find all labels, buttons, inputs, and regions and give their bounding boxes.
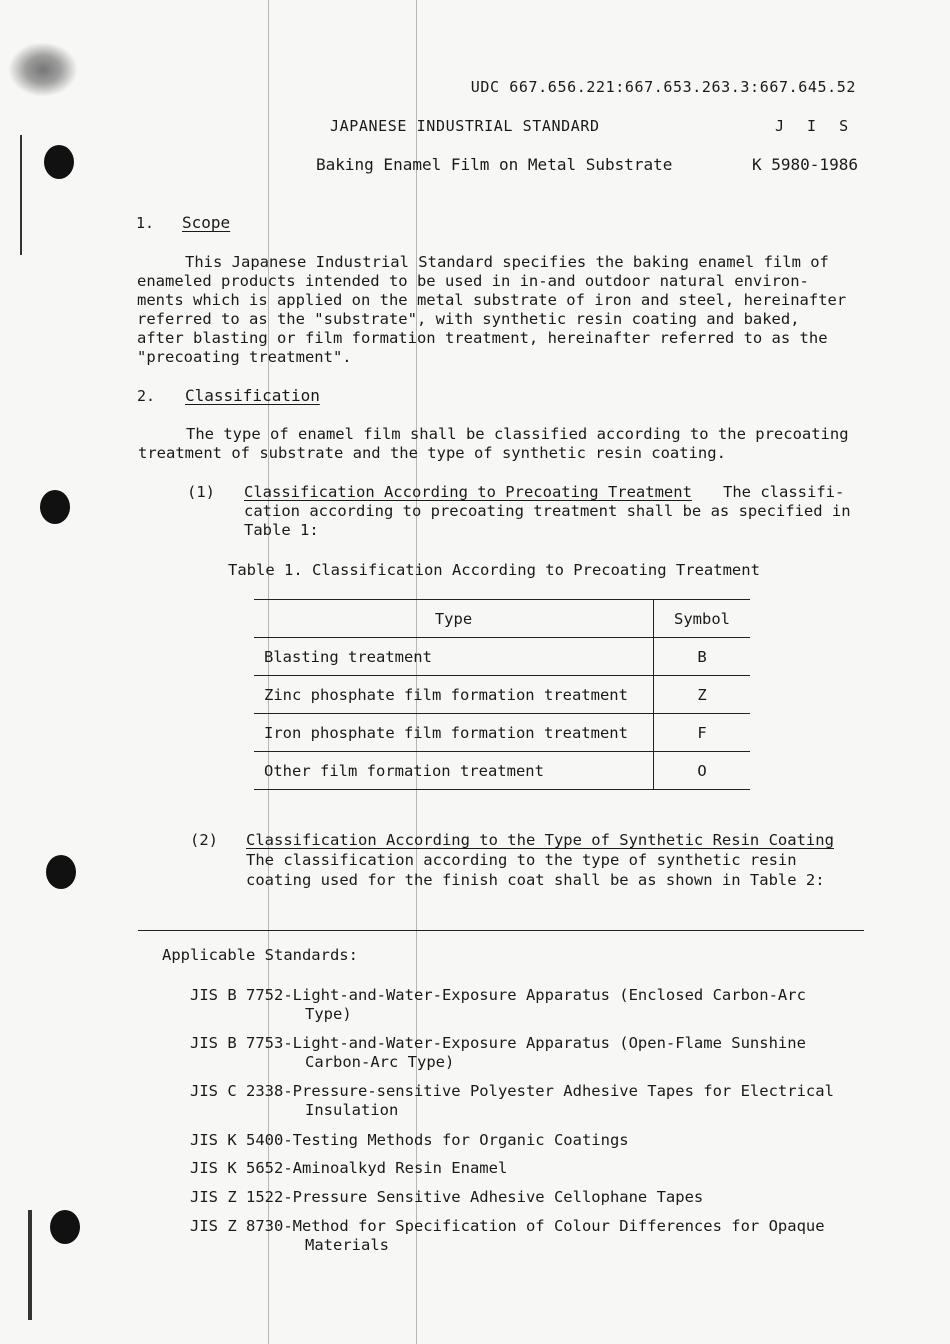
document-title: Baking Enamel Film on Metal Substrate bbox=[316, 155, 673, 174]
udc-code: UDC 667.656.221:667.653.263.3:667.645.52 bbox=[470, 78, 856, 96]
classification-line-2: treatment of substrate and the type of synthetic resin coating. bbox=[138, 444, 726, 462]
section-1-title: Scope bbox=[182, 213, 231, 232]
table-cell-symbol: F bbox=[654, 714, 751, 752]
standard-code: JIS K 5400 bbox=[190, 1131, 284, 1149]
column-header-symbol: Symbol bbox=[654, 600, 751, 638]
table-cell-type: Iron phosphate film formation treatment bbox=[254, 714, 654, 752]
table-row bbox=[254, 638, 750, 676]
standard-item bbox=[190, 1034, 806, 1052]
item-1-label: (1) bbox=[187, 483, 215, 501]
document-number: K 5980-1986 bbox=[752, 155, 858, 174]
column-header-type: Type bbox=[254, 600, 654, 638]
standard-name: JAPANESE INDUSTRIAL STANDARD bbox=[330, 117, 600, 135]
table-row bbox=[254, 752, 750, 790]
section-2-number: 2. bbox=[137, 387, 156, 405]
scope-line-5: after blasting or film formation treatment, hereinafter referred to as the bbox=[137, 329, 828, 347]
item-2-title: Classification According to the Type of Synthetic Resin Coating bbox=[246, 831, 834, 849]
scan-edge-mark bbox=[28, 1210, 32, 1320]
binder-hole bbox=[44, 145, 74, 179]
scope-line-1: This Japanese Industrial Standard specifies the baking enamel film of bbox=[185, 253, 829, 271]
item-2-line-2: The classification according to the type of synthetic resin bbox=[246, 851, 797, 869]
standard-title-continuation: Insulation bbox=[305, 1101, 399, 1119]
standard-title-continuation: Materials bbox=[305, 1236, 389, 1254]
binder-hole bbox=[40, 490, 70, 524]
standard-code: JIS B 7752 bbox=[190, 986, 284, 1004]
standard-item bbox=[190, 1082, 834, 1100]
standard-title: -Method for Specification of Colour Differences for Opaque bbox=[283, 1217, 825, 1235]
table-cell-symbol: B bbox=[654, 638, 751, 676]
scope-line-3: ments which is applied on the metal substrate of iron and steel, hereinafter bbox=[137, 291, 847, 309]
binder-hole bbox=[46, 855, 76, 889]
standard-title-continuation: Type) bbox=[305, 1005, 352, 1023]
table-cell-symbol: O bbox=[654, 752, 751, 790]
table-1-caption: Table 1. Classification According to Precoating Treatment bbox=[228, 561, 760, 579]
standard-item bbox=[190, 986, 806, 1004]
table-cell-type: Other film formation treatment bbox=[254, 752, 654, 790]
standard-code: JIS C 2338 bbox=[190, 1082, 284, 1100]
table-row bbox=[254, 714, 750, 752]
table-cell-type: Zinc phosphate film formation treatment bbox=[254, 676, 654, 714]
table-1 bbox=[254, 599, 750, 790]
standard-item bbox=[190, 1131, 629, 1149]
standard-title: -Pressure Sensitive Adhesive Cellophane Tapes bbox=[283, 1188, 704, 1206]
section-1-number: 1. bbox=[136, 214, 155, 232]
scan-smudge bbox=[8, 42, 78, 97]
standard-title: -Light-and-Water-Exposure Apparatus (Open-Flame Sunshine bbox=[283, 1034, 806, 1052]
item-1-title: Classification According to Precoating Treatment bbox=[244, 483, 692, 501]
standard-title: -Testing Methods for Organic Coatings bbox=[283, 1131, 629, 1149]
item-1-line1-rest: The classifi- bbox=[723, 483, 845, 501]
standard-item bbox=[190, 1188, 703, 1206]
table-header-row bbox=[254, 600, 750, 638]
scope-line-2: enameled products intended to be used in in-and outdoor natural environ- bbox=[137, 272, 809, 290]
table-cell-symbol: Z bbox=[654, 676, 751, 714]
item-1-line-3: Table 1: bbox=[244, 521, 319, 539]
standard-title: -Pressure-sensitive Polyester Adhesive Tapes for Electrical bbox=[283, 1082, 834, 1100]
standard-title: -Aminoalkyd Resin Enamel bbox=[283, 1159, 508, 1177]
section-2-title: Classification bbox=[185, 386, 320, 405]
table-cell-type: Blasting treatment bbox=[254, 638, 654, 676]
applicable-standards-heading: Applicable Standards: bbox=[162, 946, 358, 964]
scan-edge-mark bbox=[20, 135, 22, 255]
standard-title-continuation: Carbon-Arc Type) bbox=[305, 1053, 455, 1071]
standard-code: JIS Z 1522 bbox=[190, 1188, 284, 1206]
standard-code: JIS K 5652 bbox=[190, 1159, 284, 1177]
item-2-label: (2) bbox=[190, 831, 218, 849]
standard-code: JIS Z 8730 bbox=[190, 1217, 284, 1235]
standard-item bbox=[190, 1159, 507, 1177]
item-2-line-3: coating used for the finish coat shall be as shown in Table 2: bbox=[246, 871, 825, 889]
section-divider bbox=[138, 930, 864, 931]
standard-title: -Light-and-Water-Exposure Apparatus (Enclosed Carbon-Arc bbox=[283, 986, 806, 1004]
standard-item bbox=[190, 1217, 825, 1235]
standard-code: JIS B 7753 bbox=[190, 1034, 284, 1052]
scope-line-4: referred to as the "substrate", with synthetic resin coating and baked, bbox=[137, 310, 800, 328]
scope-line-6: "precoating treatment". bbox=[137, 348, 352, 366]
table-row bbox=[254, 676, 750, 714]
classification-line-1: The type of enamel film shall be classified according to the precoating bbox=[186, 425, 849, 443]
standard-abbrev: J I S bbox=[775, 117, 856, 135]
binder-hole bbox=[50, 1210, 80, 1244]
item-1-line-2: cation according to precoating treatment shall be as specified in bbox=[244, 502, 851, 520]
